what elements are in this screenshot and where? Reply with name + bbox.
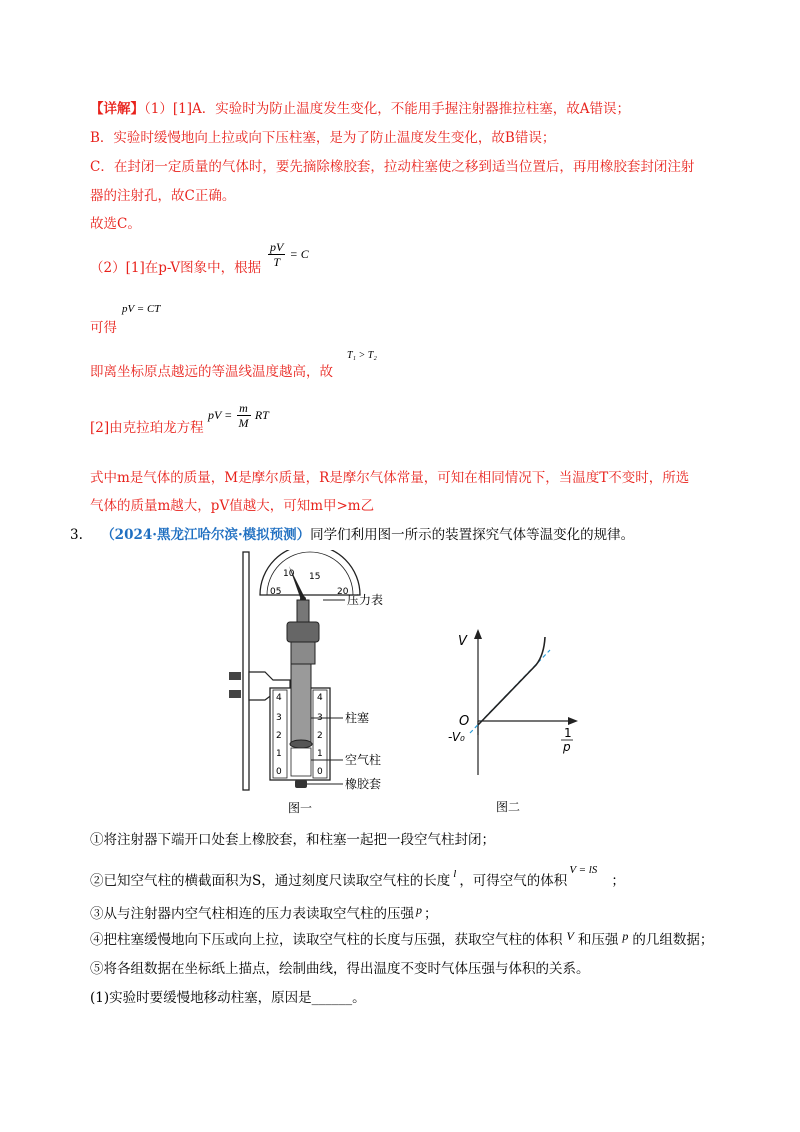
formula-clapeyron xyxy=(208,401,269,430)
detail-line-10: 式中m是气体的质量，M是摩尔质量，R是摩尔气体常量，可知在相同情况下，当温度T不变时，所选 xyxy=(90,470,690,486)
scale-l-4: 4 xyxy=(276,693,282,703)
air-column xyxy=(291,748,311,776)
question-number: 3. xyxy=(70,527,83,543)
label-air-column: 空气柱 xyxy=(345,753,382,767)
step-2-l: l xyxy=(453,868,457,880)
scale-r-2: 2 xyxy=(317,731,323,741)
figure2-caption: 图二 xyxy=(496,800,521,814)
scale-r-1: 1 xyxy=(317,749,323,759)
data-curve xyxy=(478,637,545,725)
step-3-p: p xyxy=(416,903,422,917)
plunger xyxy=(291,664,311,744)
step-4 xyxy=(90,928,713,948)
step-2-end: ； xyxy=(611,873,625,889)
step-5: ⑤将各组数据在坐标纸上描点，绘制曲线，得出温度不变时气体压强与体积的关系。 xyxy=(90,961,590,977)
step-2-text-b: ，可得空气的体积 xyxy=(459,873,568,889)
rubber-cap xyxy=(295,780,307,788)
formula1-numerator: pV xyxy=(270,240,284,254)
detail-line-8: 即离坐标原点越远的等温线温度越高，故 xyxy=(90,364,333,380)
question-3-stem xyxy=(70,523,634,543)
formula4-lhs: pV = xyxy=(208,408,233,422)
formula4-numerator: m xyxy=(237,401,251,416)
step-3 xyxy=(90,902,438,922)
step-4-text-c: 的几组数据； xyxy=(632,932,714,948)
sub-question-1: (1)实验时要缓慢地移动柱塞，原因是______。 xyxy=(90,990,366,1006)
gauge-tick-05: 05 xyxy=(270,587,282,597)
step-3-end: ； xyxy=(424,906,438,922)
gauge-tick-15: 15 xyxy=(309,572,321,582)
step-2-formula: V = lS xyxy=(569,864,598,876)
scale-r-0: 0 xyxy=(317,767,323,777)
step-4-v: V xyxy=(566,929,574,943)
question-stem-text: 同学们利用图一所示的装置探究气体等温变化的规律。 xyxy=(310,527,635,543)
clamp-knob-bottom xyxy=(229,690,241,698)
detail-line-2: B．实验时缓慢地向上拉或向下压柱塞，是为了防止温度发生变化，故B错误； xyxy=(90,130,556,146)
step-1: ①将注射器下端开口处套上橡胶套，和柱塞一起把一段空气柱封闭； xyxy=(90,832,495,848)
formula4-rhs: RT xyxy=(254,408,269,422)
formula-pv-over-t xyxy=(268,240,309,269)
figure-apparatus xyxy=(215,550,425,820)
origin-label: O xyxy=(459,714,470,729)
detail-line-11: 气体的质量m越大，pV值越大，可知m甲>m乙 xyxy=(90,498,375,514)
scale-l-0: 0 xyxy=(276,767,282,777)
scale-r-4: 4 xyxy=(317,693,323,703)
clamp-knob-top xyxy=(229,672,241,680)
gauge-tick-20: 20 xyxy=(337,587,349,597)
step-2 xyxy=(90,864,625,889)
scale-l-1: 1 xyxy=(276,749,282,759)
label-plunger: 柱塞 xyxy=(345,711,370,725)
formula4-denominator: M xyxy=(238,416,249,430)
step-3-text: ③从与注射器内空气柱相连的压力表读取空气柱的压强 xyxy=(90,906,414,922)
formula-pv-ct: pV = CT xyxy=(122,303,161,315)
step-4-p: p xyxy=(622,929,629,943)
detail-line-1 xyxy=(90,97,630,117)
stand-rod xyxy=(243,552,249,790)
detail-line-5: 故选C。 xyxy=(90,216,141,232)
gauge-tick-10: 10 xyxy=(283,569,295,579)
intercept-label: -V₀ xyxy=(448,730,465,744)
formula1-denominator: T xyxy=(273,255,281,269)
figure1-caption: 图一 xyxy=(288,801,313,815)
axis-label-v: V xyxy=(458,634,467,649)
scale-r-3: 3 xyxy=(317,713,323,723)
scale-l-3: 3 xyxy=(276,713,282,723)
detail-line-3: C．在封闭一定质量的气体时，要先摘除橡胶套，拉动柱塞使之移到适当位置后，再用橡胶套封闭注射 xyxy=(90,159,695,175)
axis-x-den: p xyxy=(563,740,571,754)
detail-line-4: 器的注射孔，故C正确。 xyxy=(90,188,236,204)
step-2-text-a: ②已知空气柱的横截面积为S，通过刻度尺读取空气柱的长度 xyxy=(90,873,451,889)
question-source: （2024·黑龙江哈尔滨·模拟预测） xyxy=(101,527,311,543)
figure-v-vs-inverse-p xyxy=(448,625,588,820)
plunger-rod xyxy=(291,642,315,664)
detail-tag: 【详解】 xyxy=(90,101,144,117)
detail-text-1: （1）[1]A．实验时为防止温度发生变化，不能用手握注射器推拉柱塞，故A错误； xyxy=(144,101,630,117)
formula1-rhs: = C xyxy=(289,247,309,261)
axis-x-num: 1 xyxy=(564,726,572,740)
scale-l-2: 2 xyxy=(276,731,282,741)
detail-line-6: （2）[1]在p-V图象中，根据 xyxy=(90,260,262,276)
label-rubber-cap: 橡胶套 xyxy=(345,777,382,791)
detail-line-9: [2]由克拉珀龙方程 xyxy=(90,420,204,436)
label-pressure-gauge: 压力表 xyxy=(347,593,384,607)
step-4-text-b: 和压强 xyxy=(577,932,619,948)
step-4-text-a: ④把柱塞缓慢地向下压或向上拉，读取空气柱的长度与压强，获取空气柱的体积 xyxy=(90,932,563,948)
detail-line-7: 可得 xyxy=(90,320,117,336)
formula-t1-gt-t2: T₁ > T₂ xyxy=(347,350,377,361)
